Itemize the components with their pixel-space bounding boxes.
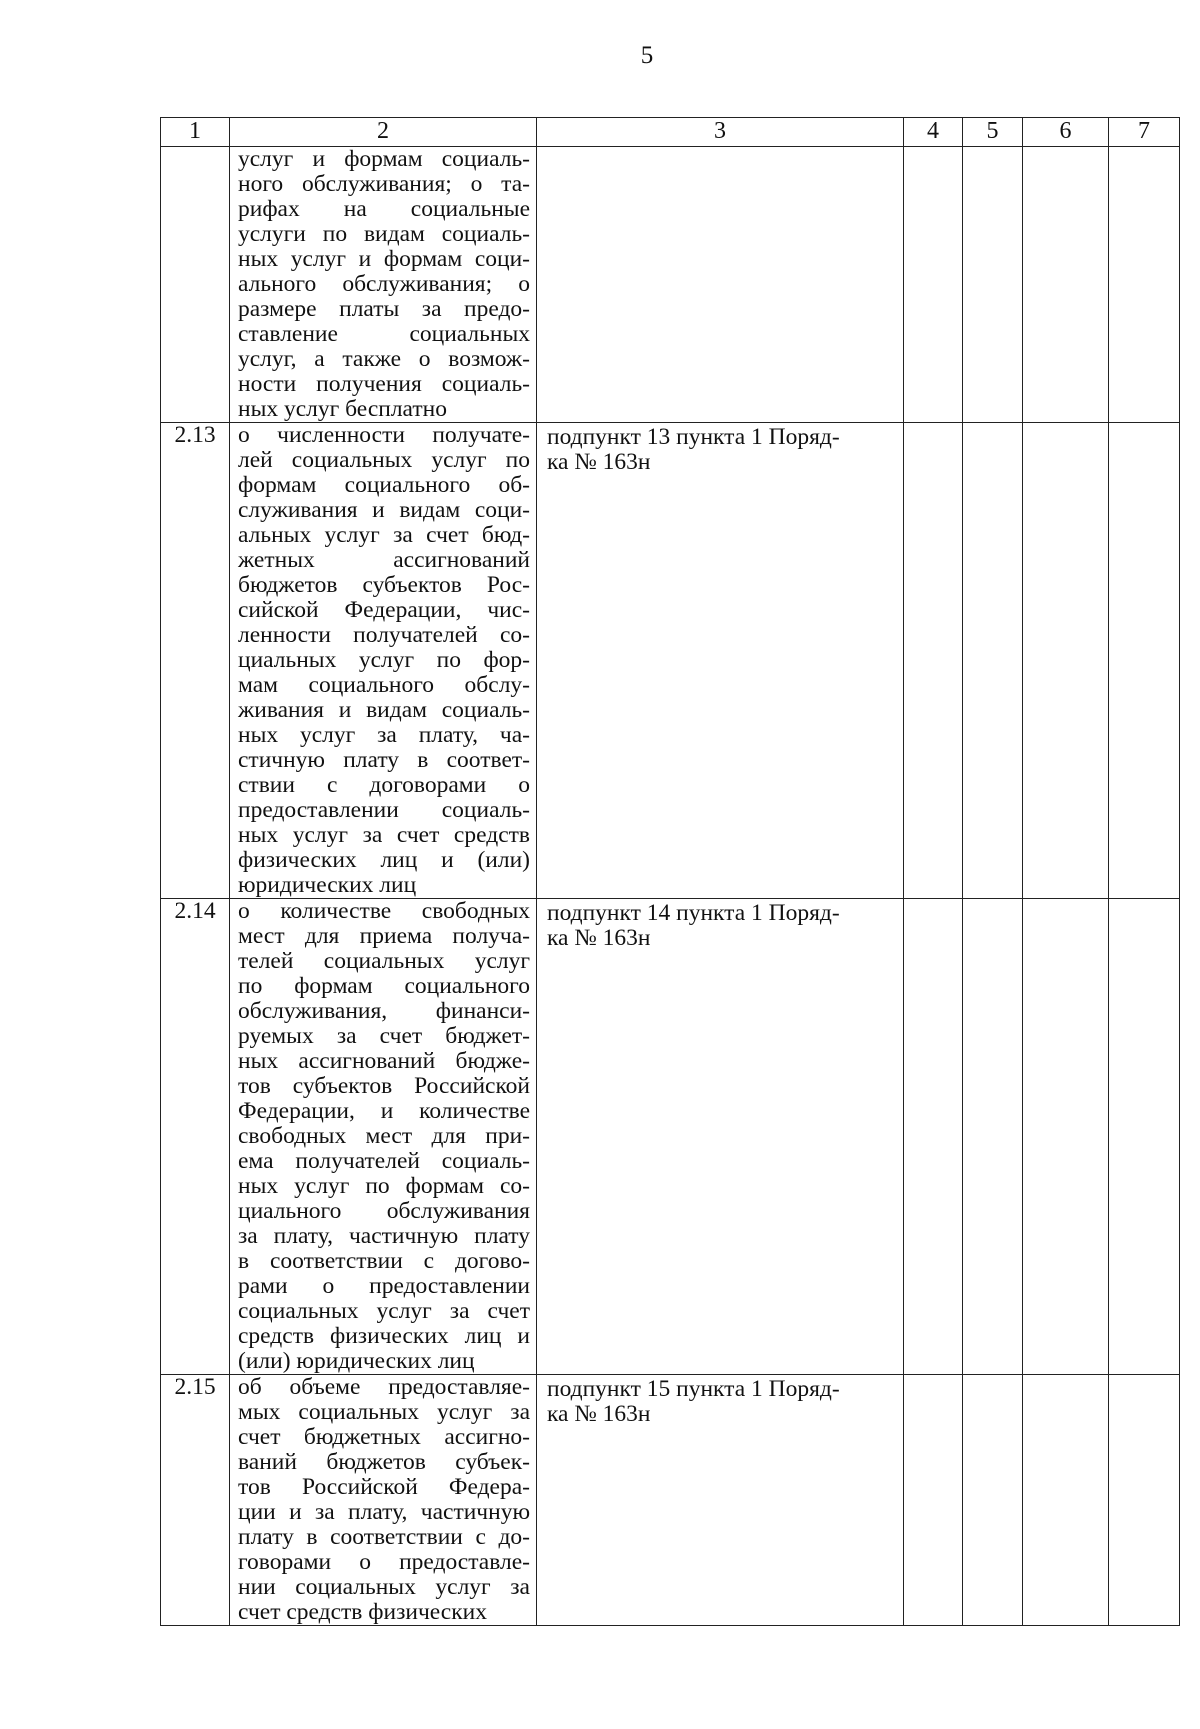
table-row	[161, 1375, 1180, 1626]
description-line: жетных ассигнований	[238, 547, 530, 573]
description-line: за плату, частичную плату	[238, 1223, 530, 1249]
empty-cell	[1109, 1375, 1180, 1626]
description-line: свободных мест для при-	[238, 1123, 530, 1149]
description-line: счет средств физических	[238, 1599, 487, 1625]
description-cell	[230, 423, 537, 899]
description-line: плату в соответствии с до-	[238, 1524, 530, 1550]
description-cell	[230, 1375, 537, 1626]
description-line: ленности получателей со-	[238, 622, 530, 648]
description-line: рифах на социальные	[238, 196, 530, 222]
description-line: нии социальных услуг за	[238, 1574, 530, 1600]
table-row	[161, 899, 1180, 1375]
description-line: средств физических лиц и	[238, 1323, 530, 1349]
source-line: подпункт 15 пункта 1 Поряд-	[547, 1376, 840, 1402]
description-line: тов субъектов Российской	[238, 1073, 530, 1099]
source-cell	[537, 423, 904, 899]
description-line: сийской Федерации, чис-	[238, 597, 530, 623]
empty-cell	[904, 147, 963, 423]
description-line: размере платы за предо-	[238, 296, 530, 322]
column-header: 1	[161, 118, 230, 147]
source-cell	[537, 899, 904, 1375]
empty-cell	[963, 1375, 1023, 1626]
table-row	[161, 423, 1180, 899]
empty-cell	[1023, 147, 1109, 423]
empty-cell	[1023, 423, 1109, 899]
description-line: бюджетов субъектов Рос-	[238, 572, 530, 598]
description-line: социальных услуг за счет	[238, 1298, 530, 1324]
row-number-cell: 2.13	[161, 423, 230, 899]
description-line: ного обслуживания; о та-	[238, 171, 530, 197]
empty-cell	[963, 147, 1023, 423]
column-header: 5	[963, 118, 1023, 147]
requirements-table	[160, 117, 1180, 1626]
description-cell	[230, 899, 537, 1375]
description-line: мест для приема получа-	[238, 923, 530, 949]
column-header: 6	[1023, 118, 1109, 147]
description-line: ных ассигнований бюдже-	[238, 1048, 530, 1074]
description-line: ных услуг бесплатно	[238, 396, 447, 422]
empty-cell	[904, 1375, 963, 1626]
description-line: ема получателей социаль-	[238, 1148, 530, 1174]
description-line: ставление социальных	[238, 321, 530, 347]
source-line: подпункт 13 пункта 1 Поряд-	[547, 424, 840, 450]
description-line: лей социальных услуг по	[238, 447, 530, 473]
description-line: в соответствии с догово-	[238, 1248, 530, 1274]
column-header: 3	[537, 118, 904, 147]
description-line: ных услуг за плату, ча-	[238, 722, 530, 748]
description-line: рами о предоставлении	[238, 1273, 530, 1299]
column-header: 4	[904, 118, 963, 147]
empty-cell	[1023, 1375, 1109, 1626]
column-header: 2	[230, 118, 537, 147]
description-line: ных услуг за счет средств	[238, 822, 530, 848]
description-line: ального обслуживания; о	[238, 271, 530, 297]
description-line: ваний бюджетов субъек-	[238, 1449, 530, 1475]
description-line: живания и видам социаль-	[238, 697, 530, 723]
description-line: тов Российской Федера-	[238, 1474, 530, 1500]
table-header-row	[161, 118, 1180, 147]
source-line: ка № 163н	[547, 449, 651, 475]
description-line: ствии с договорами о	[238, 772, 530, 798]
description-line: мам социального обслу-	[238, 672, 530, 698]
description-line: мых социальных услуг за	[238, 1399, 530, 1425]
description-line: формам социального об-	[238, 472, 530, 498]
description-cell	[230, 147, 537, 423]
description-line: ции и за плату, частичную	[238, 1499, 530, 1525]
description-line: предоставлении социаль-	[238, 797, 530, 823]
empty-cell	[963, 899, 1023, 1375]
description-line: ности получения социаль-	[238, 371, 530, 397]
description-line: Федерации, и количестве	[238, 1098, 530, 1124]
empty-cell	[904, 899, 963, 1375]
description-line: циального обслуживания	[238, 1198, 530, 1224]
description-line: стичную плату в соответ-	[238, 747, 530, 773]
empty-cell	[1023, 899, 1109, 1375]
description-line: руемых за счет бюджет-	[238, 1023, 530, 1049]
description-line: о количестве свободных	[238, 898, 530, 924]
description-line: ных услуг по формам со-	[238, 1173, 530, 1199]
description-line: юридических лиц	[238, 872, 417, 898]
description-line: услуги по видам социаль-	[238, 221, 530, 247]
description-line: телей социальных услуг	[238, 948, 530, 974]
empty-cell	[963, 423, 1023, 899]
description-line: говорами о предоставле-	[238, 1549, 530, 1575]
description-line: альных услуг за счет бюд-	[238, 522, 530, 548]
source-line: ка № 163н	[547, 925, 651, 951]
description-line: о численности получате-	[238, 422, 530, 448]
source-line: подпункт 14 пункта 1 Поряд-	[547, 900, 840, 926]
column-header: 7	[1109, 118, 1180, 147]
description-line: циальных услуг по фор-	[238, 647, 530, 673]
row-number-cell: 2.15	[161, 1375, 230, 1626]
description-line: услуг и формам социаль-	[238, 146, 530, 172]
empty-cell	[1109, 899, 1180, 1375]
empty-cell	[1109, 423, 1180, 899]
description-line: физических лиц и (или)	[238, 847, 530, 873]
description-line: счет бюджетных ассигно-	[238, 1424, 530, 1450]
row-number-cell	[161, 147, 230, 423]
description-line: ных услуг и формам соци-	[238, 246, 530, 272]
empty-cell	[1109, 147, 1180, 423]
description-line: услуг, а также о возмож-	[238, 346, 530, 372]
description-line: об объеме предоставляе-	[238, 1374, 530, 1400]
table-row	[161, 147, 1180, 423]
empty-cell	[904, 423, 963, 899]
description-line: по формам социального	[238, 973, 530, 999]
page-number: 5	[640, 42, 654, 69]
source-cell	[537, 147, 904, 423]
source-line: ка № 163н	[547, 1401, 651, 1427]
row-number-cell: 2.14	[161, 899, 230, 1375]
description-line: (или) юридических лиц	[238, 1348, 475, 1374]
source-cell	[537, 1375, 904, 1626]
description-line: обслуживания, финанси-	[238, 998, 530, 1024]
description-line: служивания и видам соци-	[238, 497, 530, 523]
